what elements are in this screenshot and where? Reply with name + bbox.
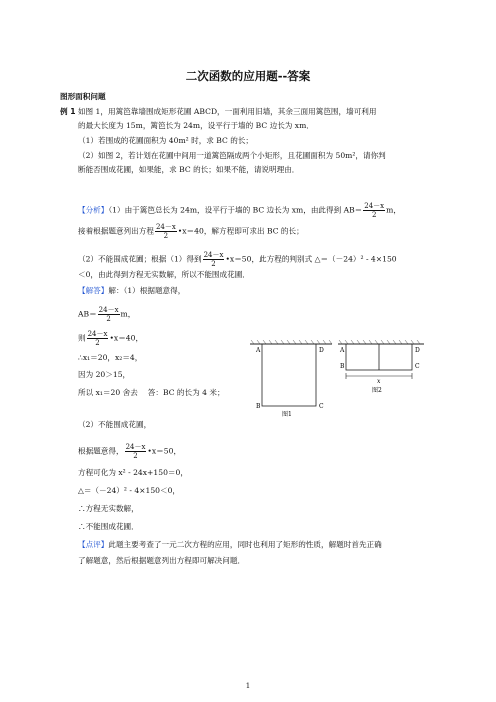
figure-2-label-b: B [340, 363, 345, 370]
comment-line-1: 【点评】此题主要考查了一元二次方程的应用，同时也利用了矩形的性质，解题时首先正确 [78, 540, 382, 549]
figure-1-label-d: D [319, 347, 324, 354]
question-1: （1）若围成的花圃面积为 40m² 时，求 BC 的长； [78, 136, 254, 145]
solution-part-2-delta: △＝（－24）² - 4×150＜0， [78, 486, 181, 495]
analysis-line-2: 接着根据题意列出方程 $\frac{24-x}{2}$ •x＝40，解方程即可求出 BC 的长； [78, 223, 304, 240]
figure-2 [336, 340, 426, 420]
solution-part-2-equation: 根据题意得， $\frac{24-x}{2}$ •x＝50， [78, 443, 182, 460]
example-label: 例 1 [60, 107, 76, 116]
solution-part-2-noreal: ∴方程无实数解， [78, 504, 139, 513]
comment-tag: 【点评】 [78, 540, 109, 549]
example-stem-line-2: 的最大长度为 15m，篱笆长为 24m，设平行于墙的 BC 边长为 xm． [78, 121, 314, 130]
figure-2-label-c: C [415, 363, 420, 370]
question-2-line-1: （2）如图 2，若计划在花圃中间用一道篱笆隔成两个小矩形，且花圃面积为 50m²，请你判 [78, 151, 386, 160]
analysis-tag: 【分析】 [78, 205, 109, 215]
solution-part-2: （2）不能围成花圃， [78, 420, 152, 429]
solution-intro: 【解答】解：（1）根据题意得， [78, 286, 186, 295]
figure-2-label-x: x [377, 378, 381, 385]
analysis-line-4: ＜0，由此得到方程无实数解，所以不能围成花圃． [78, 270, 250, 279]
figure-1-label-b: B [256, 403, 261, 410]
solution-equation: 则 $\frac{24-x}{2}$ •x＝40， [78, 330, 144, 347]
page-number: 1 [245, 682, 251, 690]
solution-because: 因为 20＞15， [78, 370, 131, 379]
example-stem-line-1: 例 1 如图 1，用篱笆靠墙围成矩形花圃 ABCD，一面利用旧墙，其余三面用篱笆围，墙可利用 [60, 107, 377, 116]
figure-1 [248, 340, 334, 420]
analysis-line-1: 【分析】（1）由于篱笆总长为 24m，设平行于墙的 BC 边长为 xm，由此得到 AB＝ $\frac{24-x}{2}$ m， [78, 202, 401, 219]
solution-part-2-form: 方程可化为 x² - 24x+150＝0， [78, 468, 188, 477]
solution-ab: AB＝ $\frac{24-x}{2}$ m， [78, 306, 136, 323]
figure-1-caption: 图1 [282, 411, 292, 418]
solution-tag: 【解答】 [78, 286, 109, 295]
page-title: 二次函数的应用题--答案 [185, 69, 311, 83]
figure-1-label-a: A [256, 347, 261, 354]
figure-2-caption: 图2 [372, 387, 382, 394]
section-heading: 图形面积问题 [60, 92, 106, 101]
fraction: $\frac{24-x}{2}$ [98, 306, 119, 323]
fraction: $\frac{24-x}{2}$ [155, 223, 176, 240]
figure-1-label-c: C [319, 403, 324, 410]
solution-discard: 所以 x₁＝20 舍去 答：BC 的长为 4 米； [78, 388, 225, 397]
fraction: $\frac{24-x}{2}$ [364, 202, 385, 219]
comment-line-2: 了解题意，然后根据题意列出方程即可解决问题． [78, 556, 246, 565]
fraction: $\frac{24-x}{2}$ [203, 251, 224, 268]
fraction: $\frac{24-x}{2}$ [125, 443, 146, 460]
question-2-line-2: 断能否围成花圃，如果能，求 BC 的长；如果不能，请说明理由． [78, 165, 300, 174]
solution-roots: ∴x₁＝20，x₂＝4， [78, 353, 143, 362]
figure-2-label-d: D [415, 347, 420, 354]
fraction: $\frac{24-x}{2}$ [87, 330, 108, 347]
solution-part-2-conclusion: ∴不能围成花圃． [78, 522, 139, 531]
analysis-line-3: （2）不能围成花圃；根据（1）得到 $\frac{24-x}{2}$ •x＝50，此方程的判别式 △＝（－24）² - 4×150 [78, 251, 397, 268]
figure-2-label-a: A [340, 347, 345, 354]
